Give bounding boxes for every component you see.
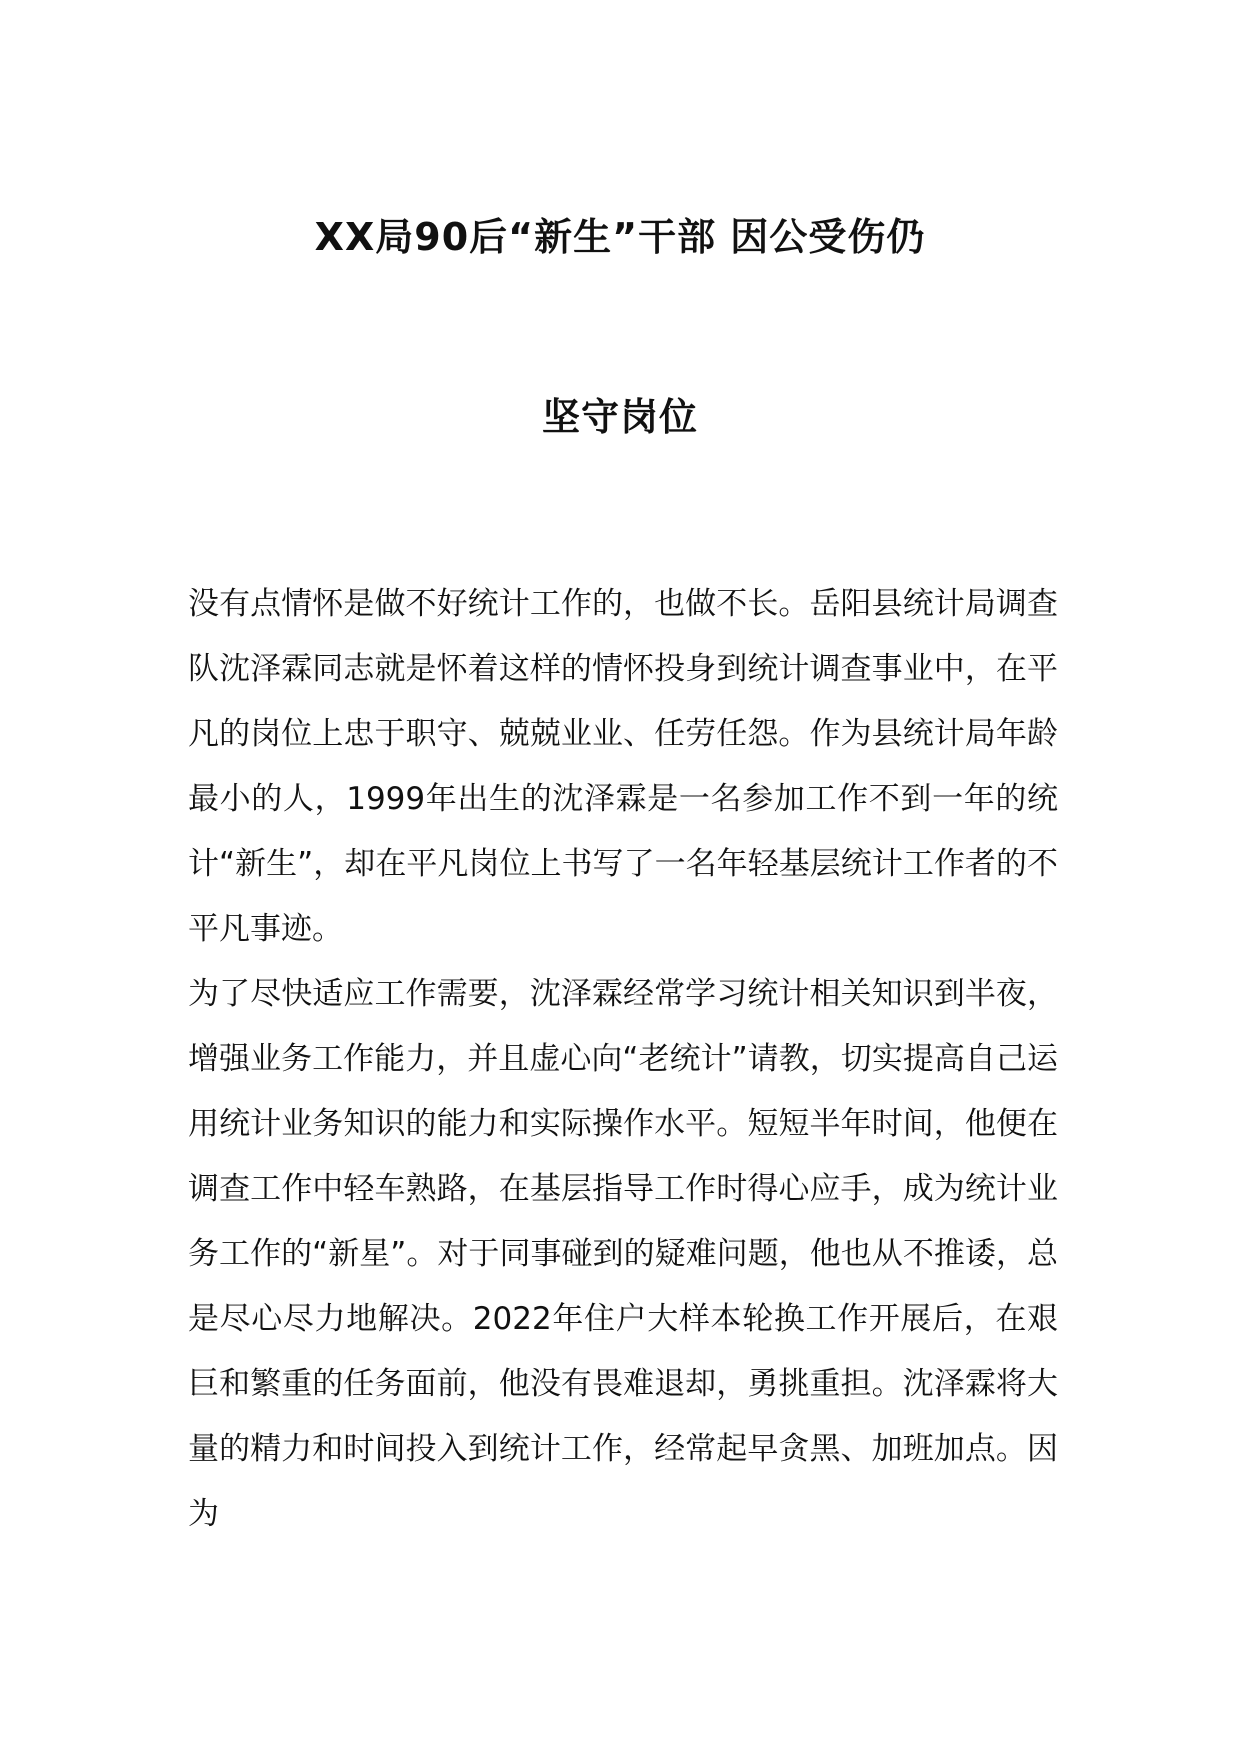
document-body bbox=[188, 572, 1058, 1547]
document-title bbox=[0, 200, 1240, 439]
title-line-2: 坚守岗位 bbox=[541, 395, 698, 439]
title-line-1: XX局90后“新生”干部 因公受伤仍 bbox=[314, 215, 926, 259]
body-paragraph-1: 没有点情怀是做不好统计工作的，也做不长。岳阳县统计局调查队沈泽霖同志就是怀着这样的情怀投身到统计调查事业中，在平凡的岗位上忠于职守、兢兢业业、任劳任怨。作为县统计局年龄最小的人，1999年出生的沈泽霖是一名参加工作不到一年的统计“新生”，却在平凡岗位上书写了一名年轻基层统计工作者的不平凡事迹。 bbox=[188, 586, 1058, 947]
body-paragraph-2: 为了尽快适应工作需要，沈泽霖经常学习统计相关知识到半夜，增强业务工作能力，并且虚心向“老统计”请教，切实提高自己运用统计业务知识的能力和实际操作水平。短短半年时间，他便在调查工作中轻车熟路，在基层指导工作时得心应手，成为统计业务工作的“新星”。对于同事碰到的疑难问题，他也从不推诿，总是尽心尽力地解决。2022年住户大样本轮换工作开展后，在艰巨和繁重的任务面前，他没有畏难退却，勇挑重担。沈泽霖将大量的精力和时间投入到统计工作，经常起早贪黑、加班加点。因为 bbox=[188, 976, 1058, 1532]
